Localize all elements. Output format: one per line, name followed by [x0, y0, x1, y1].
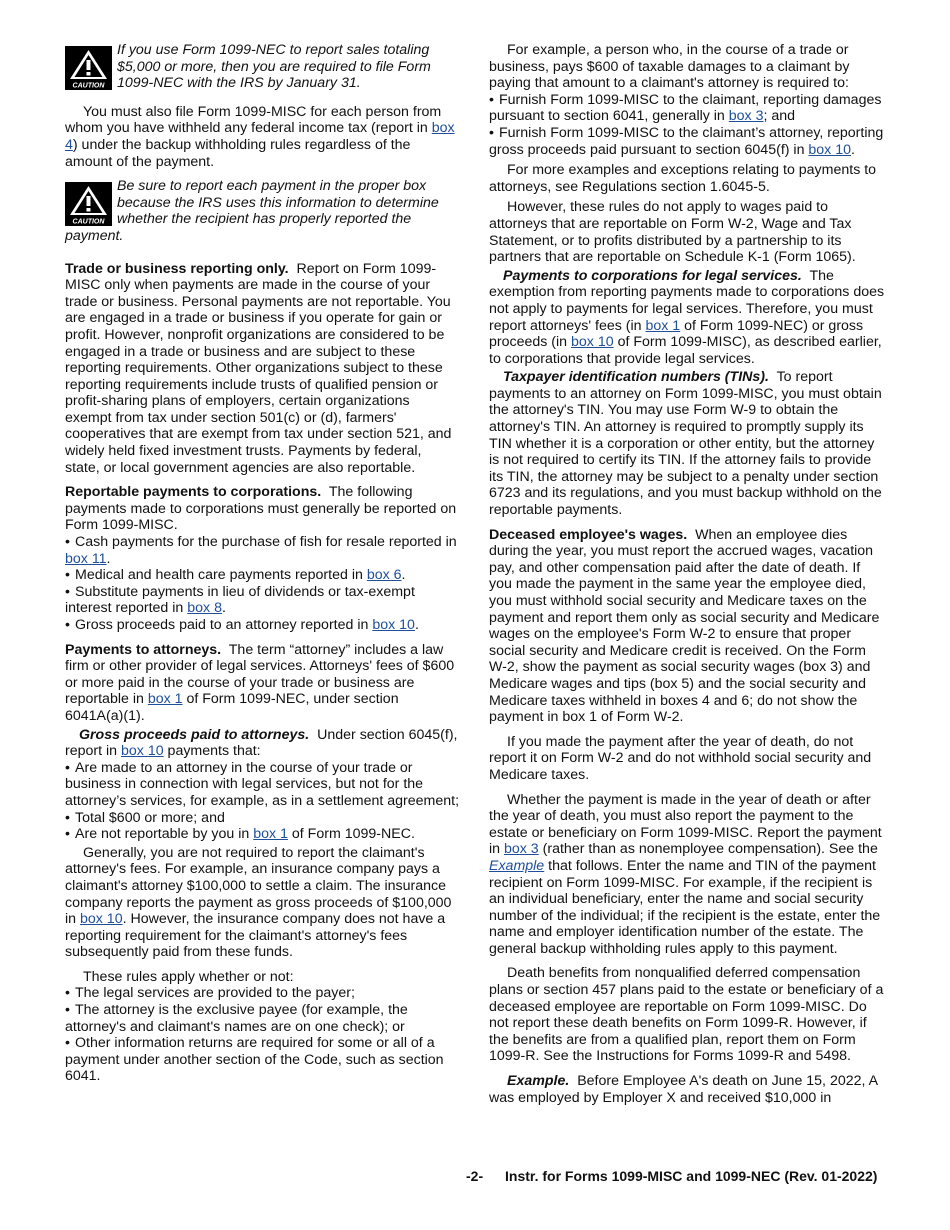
however-paragraph: However, these rules do not apply to wages paid to attorneys that are reportable on Form W-2, Wage and Tax Statement, or to profits distributed by a partnership to its partners that are reportable on Schedule K-1 (Form 1065). [489, 199, 856, 266]
attorneys-section: Payments to attorneys. The term “attorney” includes a law firm or other provider of legal services. Attorneys' fees of $600 or more paid in the course of your trade or business are reportable in box 1 of Form 1099-NEC, under section 6041A(a)(1). [65, 641, 455, 724]
section-heading: Deceased employee's wages. [489, 526, 688, 543]
list-item: • Other information returns are required for some or all of a payment under another section of the Code, such as section 6041. [65, 1035, 444, 1085]
box-11-link[interactable]: box 11 [65, 550, 107, 567]
page-number: -2- [466, 1168, 484, 1184]
tin-section: Taxpayer identification numbers (TINs). To report payments to an attorney on Form 1099-MISC, you must obtain the attorney's TIN. You may use Form W-9 to obtain the attorney's TIN. An attorney is required to promptly supply its TIN whether it is a corporation or other entity, but the attorney is not required to certify its TIN. If the attorney fails to provide its TIN, the attorney may be subject to a penalty under section 6723 and its regulations, and you must backup withhold on the reportable payments. [489, 369, 882, 519]
box-3-link[interactable]: box 3 [728, 108, 764, 125]
page-footer [466, 1168, 877, 1185]
box-3-link[interactable]: box 3 [503, 841, 539, 858]
caution-note-filing-deadline [65, 42, 460, 92]
list-item: • Substitute payments in lieu of dividends or tax-exempt interest reported in box 8. [65, 583, 415, 617]
example-link[interactable]: Example [489, 857, 545, 874]
list-item: • Total $600 or more; and [65, 809, 225, 826]
box-4-link[interactable]: box 4 [65, 120, 455, 153]
box-10-link[interactable]: box 10 [121, 743, 164, 760]
list-item: • Are made to an attorney in the course of your trade or business in connection with legal services, but not for the attorney’s services, for example, as in a settlement agreement; [65, 759, 460, 809]
caution-icon [65, 182, 112, 226]
svg-text:CAUTION: CAUTION [72, 218, 105, 226]
generally-paragraph: Generally, you are not required to report the claimant's attorney's fees. For example, an insurance company pays a claimant's attorney $100,000 to settle a claim. The insurance company reports the payment as gross proceeds of $100,000 in box 10. However, the insurance company does not have a reporting requirement for the claimant's attorney's fees subsequently paid from these funds. [65, 844, 452, 961]
caution-icon [65, 46, 112, 90]
right-column [489, 42, 886, 1114]
deceased-section: Deceased employee's wages. When an employee dies during the year, you must report the accrued wages, vacation pay, and other compensation paid after the date of death. If you made the payment in the same year the employee died, you must withhold social security and Medicare taxes on the payment and report them only as social security and Medicare wages on the employee's Form W-2 to ensure that proper social security and Medicare credit is received. On the Form W-2, show the payment as social security wages (box 3) and Medicare wages and tips (box 5) and the social security and Medicare taxes withheld in boxes 4 and 6; do not show the payment in box 1 of Form W-2. [489, 526, 880, 726]
section-heading: Reportable payments to corporations. [65, 484, 322, 501]
example-intro: For example, a person who, in the course of a trade or business, pays $600 of taxable damages to a claimant by paying that amount to a claimant's attorney is required to: [489, 42, 850, 92]
gross-proceeds-section: Gross proceeds paid to attorneys. Under section 6045(f), report in box 10 payments that: [65, 726, 458, 760]
section-heading: Taxpayer identification numbers (TINs). [503, 369, 769, 386]
list-item: • Gross proceeds paid to an attorney reported in box 10. [65, 617, 419, 633]
section-heading: Gross proceeds paid to attorneys. [79, 726, 310, 743]
section-heading: Payments to corporations for legal services. [503, 267, 802, 284]
box-8-link[interactable]: box 8 [187, 600, 222, 617]
box-1-link[interactable]: box 1 [147, 691, 183, 708]
section-heading: Payments to attorneys. [65, 641, 222, 658]
caution-text: If you use Form 1099-NEC to report sales totaling $5,000 or more, then you are required to file Form 1099-NEC with the IRS by January 31. [117, 42, 431, 92]
list-item: • Are not reportable by you in box 1 of Form 1099-NEC. [65, 826, 415, 843]
box-10-link[interactable]: box 10 [571, 334, 614, 351]
trade-business-section: Trade or business reporting only. Report on Form 1099-MISC only when payments are made in the course of your trade or business. Personal payments are not reportable. You are engaged in a trade or business if you operate for gain or profit. However, nonprofit organizations are considered to be engaged in a trade or business and are subject to these reporting requirements. Other organizations subject to these reporting requirements include trusts of qualified pension or profit-sharing plans of employers, certain organizations exempt from tax under section 501(c) or (d), farmers' cooperatives that are exempt from tax under section 521, and widely held fixed investment trusts. Payments by federal, state, or local government agencies are also reportable. [65, 260, 452, 476]
backup-withholding-paragraph: You must also file Form 1099-MISC for each person from whom you have withheld any federal income tax (report in box 4) under the backup withholding rules regardless of the amount of the payment. [65, 103, 455, 170]
list-item: • Medical and health care payments reported in box 6. [65, 567, 406, 584]
svg-text:CAUTION: CAUTION [72, 82, 105, 90]
box-10-link[interactable]: box 10 [808, 141, 852, 158]
after-death-paragraph: If you made the payment after the year of death, do not report it on Form W-2 and do not withhold social security and Medicare taxes. [489, 733, 872, 783]
rules-intro: These rules apply whether or not: [83, 968, 294, 985]
box-1-link[interactable]: box 1 [645, 317, 681, 334]
box-10-link[interactable]: box 10 [79, 911, 123, 928]
section-heading: Trade or business reporting only. [65, 260, 289, 277]
death-benefits-paragraph: Death benefits from nonqualified deferred compensation plans or section 457 plans paid to the estate or beneficiary of a deceased employee are reportable on Form 1099-MISC. Do not report these death benefits on Form 1099-R. However, if the benefits are from a qualified plan, report them on Form 1099-R. See the Instructions for Forms 1099-R and 5498. [489, 965, 884, 1065]
list-item: • The legal services are provided to the payer; [65, 985, 355, 1002]
box-10-link[interactable]: box 10 [372, 617, 415, 633]
corporations-section: Reportable payments to corporations. The following payments made to corporations must generally be reported on Form 1099-MISC. [65, 484, 457, 534]
list-item: • Cash payments for the purchase of fish for resale reported in box 11. [65, 534, 457, 567]
corp-legal-section: Payments to corporations for legal services. The exemption from reporting payments made to corporations does not apply to payments for legal services. Therefore, you must report attorneys' fees (in box 1 of Form 1099-NEC) or gross proceeds (in box 10 of Form 1099-MISC), as described earlier, to corporations that provide legal services. [489, 267, 885, 367]
box-6-link[interactable]: box 6 [366, 567, 402, 584]
whether-paragraph: Whether the payment is made in the year of death or after the year of death, you must also report the payment to the estate or beneficiary on Form 1099-MISC. Report the payment in box 3 (rather than as nonemployee compensation). See the Example that follows. Enter the name and TIN of the payment recipient on Form 1099-MISC. For example, if the recipient is an individual beneficiary, enter the name and social security number of the individual; if the recipient is the estate, enter the name and employer identification number of the estate. The general backup withholding rules apply to this payment. [489, 791, 882, 957]
footer-title: Instr. for Forms 1099-MISC and 1099-NEC (Rev. 01-2022) [505, 1168, 878, 1184]
more-examples-paragraph: For more examples and exceptions relating to payments to attorneys, see Regulations section 1.6045-5. [489, 162, 877, 195]
section-heading: Example. [507, 1073, 570, 1090]
example-section: Example. Before Employee A's death on June 15, 2022, A was employed by Employer X and received $10,000 in [489, 1073, 878, 1106]
box-1-link[interactable]: box 1 [253, 826, 288, 843]
left-column [65, 42, 460, 1085]
list-item: • The attorney is the exclusive payee (for example, the attorney's and claimant's names are on one check); or [65, 1002, 408, 1035]
caution-note-proper-box: CAUTION Be sure to report each payment in the proper box because the IRS uses this information to determine whether the recipient has properly reported the payment. [65, 178, 439, 244]
list-item: • Furnish Form 1099-MISC to the claimant’s attorney, reporting gross proceeds paid pursuant to section 6045(f) in box 10. [489, 124, 884, 158]
list-item: • Furnish Form 1099-MISC to the claimant, reporting damages pursuant to section 6041, generally in box 3; and [489, 91, 882, 125]
